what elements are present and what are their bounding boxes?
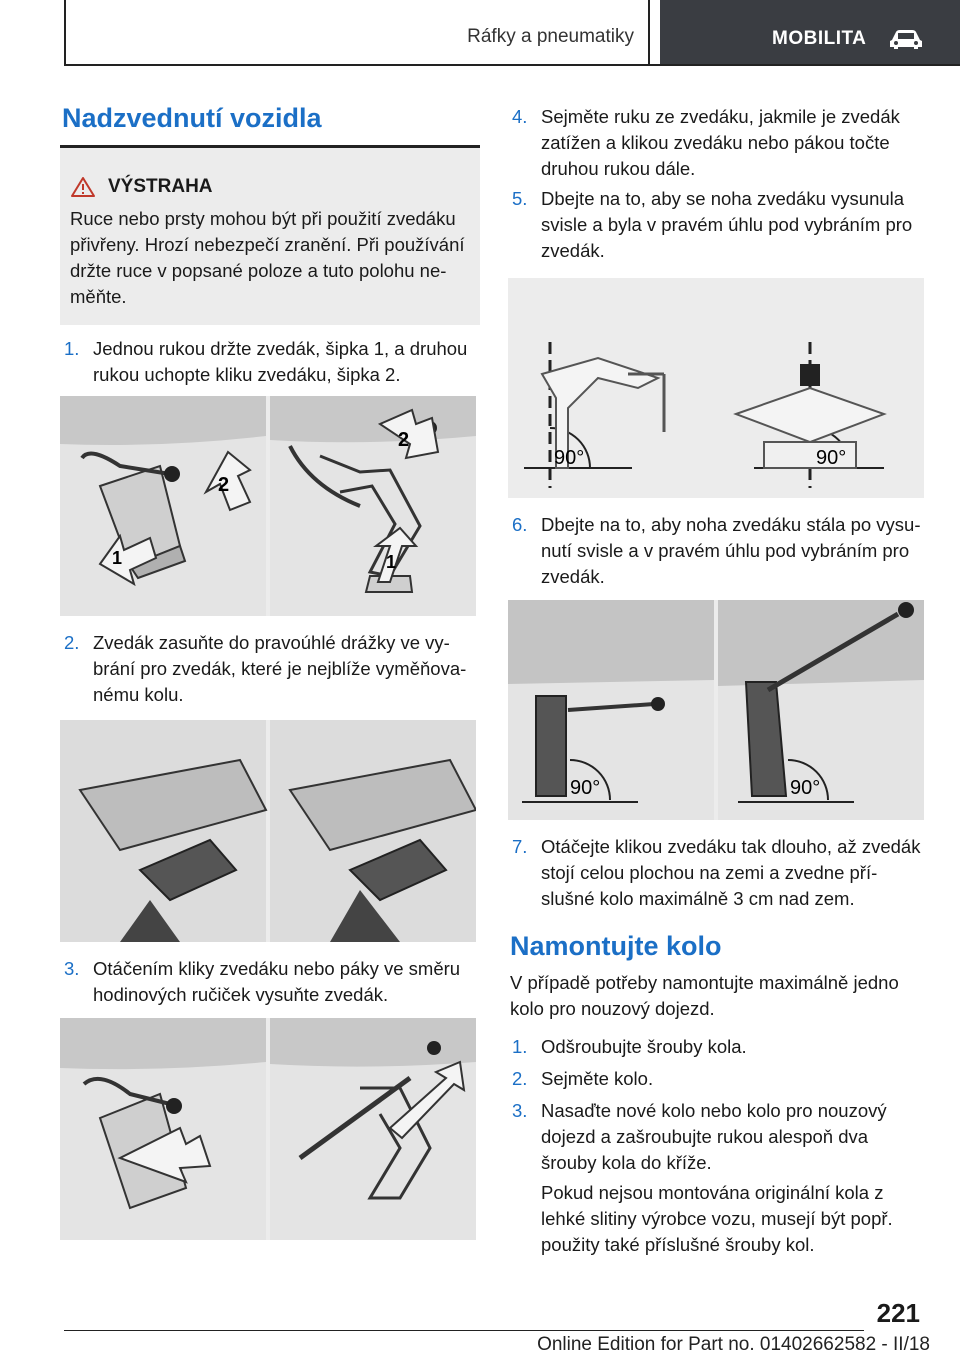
step-6 — [508, 512, 928, 590]
footer-rule — [64, 1330, 864, 1331]
step-number: 4. — [512, 106, 528, 127]
step-7 — [508, 834, 928, 912]
figure-jack-crank — [60, 1018, 476, 1240]
header-chapter — [660, 0, 960, 64]
step-text: Sejměte kolo. — [541, 1068, 654, 1089]
footer-edition: Online Edition for Part no. 01402662582 - II/18 — [537, 1334, 930, 1355]
step-2 — [60, 630, 480, 708]
angle-label: 90° — [570, 777, 601, 799]
section-title: Ráfky a pneumatiky — [467, 26, 634, 47]
step-text: Zvedák zasuňte do pravoúhlé drážky ve vy-brání pro zvedák, které je nejblíže vyměňova-nému kolu. — [93, 632, 467, 705]
step-number: 2. — [64, 632, 80, 653]
mount-step-1 — [508, 1034, 928, 1060]
arrow-label-1: 1 — [112, 548, 123, 568]
header-section — [66, 0, 650, 64]
angle-label: 90° — [554, 447, 585, 469]
step-number: 2. — [512, 1068, 528, 1089]
heading-mount-wheel: Namontujte kolo — [510, 931, 722, 961]
figure-jack-extended — [508, 600, 924, 820]
mount-intro: V případě potřeby namontujte maximálně jedno kolo pro nouzový dojezd. — [510, 972, 899, 1019]
step-number: 1. — [64, 338, 80, 359]
step-number: 3. — [512, 1100, 528, 1121]
step-text: Sejměte ruku ze zvedáku, jakmile je zvedák zatížen a klikou zvedáku nebo pákou točte druhou rukou dále. — [541, 106, 900, 179]
arrow-label-2: 2 — [398, 429, 410, 451]
step-text: Dbejte na to, aby noha zvedáku stála po vysu-nutí svisle a v pravém úhlu pod vybráním pro zvedák. — [541, 514, 921, 587]
step-5 — [508, 186, 928, 264]
mount-step-2 — [508, 1066, 928, 1092]
warning-box — [60, 145, 480, 325]
step-number: 6. — [512, 514, 528, 535]
step-number: 1. — [512, 1036, 528, 1057]
step-text: Dbejte na to, aby se noha zvedáku vysunula svisle a byla v pravém úhlu pod vybráním pro zvedák. — [541, 188, 913, 261]
step-text: Otáčením kliky zvedáku nebo páky ve směru hodinových ručiček vysuňte zvedák. — [93, 958, 461, 1005]
step-4 — [508, 104, 928, 182]
chapter-title: MOBILITA — [772, 28, 867, 49]
warning-triangle-icon — [70, 176, 96, 198]
mount-note: Pokud nejsou montována originální kola z lehké slitiny výrobce vozu, musejí být popř. použity také příslušné šrouby kol. — [541, 1182, 893, 1255]
step-number: 5. — [512, 188, 528, 209]
car-icon — [888, 28, 924, 50]
mount-step-3 — [508, 1098, 928, 1176]
warning-text: Ruce nebo prsty mohou být při použití zvedáku přivřeny. Hrozí nebezpečí zranění. Při používání držte ruce v popsané poloze a tuto polohu ne-měňte. — [70, 208, 465, 307]
arrow-label-2: 2 — [218, 474, 230, 496]
angle-label: 90° — [816, 447, 847, 469]
warning-title: VÝSTRAHA — [108, 176, 213, 197]
figure-jack-hold — [60, 396, 476, 616]
header-rule — [64, 64, 960, 66]
step-number: 7. — [512, 836, 528, 857]
step-text: Jednou rukou držte zvedák, šipka 1, a druhou rukou uchopte kliku zvedáku, šipka 2. — [93, 338, 468, 385]
angle-label: 90° — [790, 777, 821, 799]
page-number: 221 — [876, 1298, 920, 1328]
figure-jack-insert — [60, 720, 476, 942]
heading-lift-vehicle: Nadzvednutí vozidla — [62, 103, 322, 133]
step-number: 3. — [64, 958, 80, 979]
step-1 — [60, 336, 480, 388]
step-text: Otáčejte klikou zvedáku tak dlouho, až zvedák stojí celou plochou na zemi a zvedne pří-slušné kolo maximálně 3 cm nad zem. — [541, 836, 921, 909]
arrow-label-1: 1 — [386, 552, 397, 572]
step-3 — [60, 956, 480, 1008]
figure-jack-angle — [508, 278, 924, 498]
step-text: Odšroubujte šrouby kola. — [541, 1036, 747, 1057]
step-text: Nasaďte nové kolo nebo kolo pro nouzový dojezd a zašroubujte rukou alespoň dva šrouby kola do kříže. — [541, 1100, 887, 1173]
